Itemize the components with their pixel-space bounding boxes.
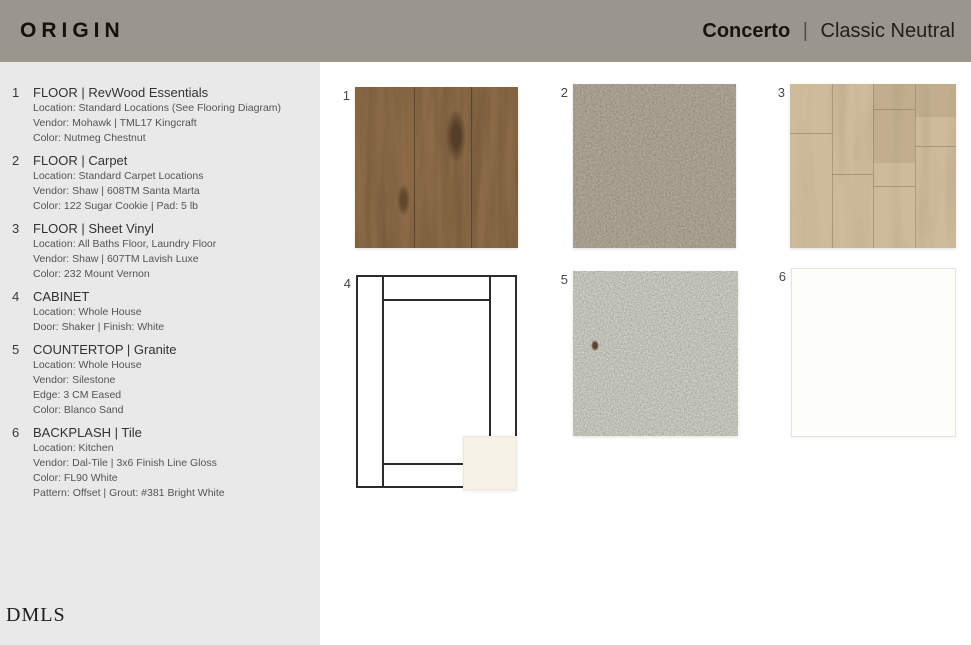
wood-plank-seam	[471, 87, 472, 248]
swatch-number-5: 5	[560, 272, 568, 287]
vinyl-plank-shade	[873, 84, 915, 163]
vinyl-plank-joint	[832, 174, 874, 175]
spec-item-number: 3	[12, 221, 20, 236]
vinyl-plank-joint	[873, 109, 915, 110]
spec-detail-color: Color: Nutmeg Chestnut	[33, 132, 146, 144]
wood-knot	[397, 184, 410, 216]
vinyl-plank-seam	[915, 84, 916, 248]
swatch-granite	[573, 271, 738, 436]
spec-detail-edge: Edge: 3 CM Eased	[33, 389, 122, 401]
spec-item-title: BACKPLASH | Tile	[33, 425, 142, 440]
spec-item-floor-carpet	[8, 152, 312, 214]
swatch-number-1: 1	[342, 88, 350, 103]
spec-detail-vendor: Vendor: Silestone	[33, 374, 116, 386]
watermark-dmls: DMLS	[6, 604, 66, 626]
spec-detail-location: Location: Whole House	[33, 359, 142, 371]
vinyl-plank-joint	[790, 133, 832, 134]
spec-item-number: 1	[12, 85, 20, 100]
spec-detail-vendor: Vendor: Shaw | 607TM Lavish Luxe	[33, 253, 199, 265]
spec-item-floor-vinyl	[8, 220, 312, 282]
swatch-white-tile	[791, 268, 956, 437]
spec-item-title: FLOOR | RevWood Essentials	[33, 85, 209, 100]
cabinet-finish-swatch	[463, 436, 517, 490]
spec-detail-location: Location: All Baths Floor, Laundry Floor	[33, 238, 217, 250]
spec-detail-color: Color: 232 Mount Vernon	[33, 268, 150, 280]
spec-detail-location: Location: Whole House	[33, 306, 142, 318]
spec-item-number: 6	[12, 425, 20, 440]
spec-item-title: FLOOR | Carpet	[33, 153, 128, 168]
spec-detail-vendor: Vendor: Mohawk | TML17 Kingcraft	[33, 117, 197, 129]
swatch-number-3: 3	[777, 85, 785, 100]
spec-detail-location: Location: Kitchen	[33, 442, 114, 454]
spec-detail-color: Color: FL90 White	[33, 472, 118, 484]
door-rail-line	[384, 299, 489, 301]
carpet-texture	[573, 84, 736, 248]
scheme-separator: |	[802, 19, 808, 42]
spec-item-number: 2	[12, 153, 20, 168]
swatch-number-4: 4	[343, 276, 351, 291]
spec-detail-vendor: Vendor: Shaw | 608TM Santa Marta	[33, 185, 200, 197]
granite-texture	[573, 271, 738, 436]
spec-detail-location: Location: Standard Carpet Locations	[33, 170, 204, 182]
spec-detail-color: Color: Blanco Sand	[33, 404, 124, 416]
swatch-number-2: 2	[560, 85, 568, 100]
spec-item-countertop	[8, 341, 312, 418]
brand-logo: ORIGIN	[20, 19, 125, 42]
spec-detail-door: Door: Shaker | Finish: White	[33, 321, 165, 333]
vinyl-plank-shade	[915, 84, 957, 117]
spec-item-backsplash	[8, 424, 312, 501]
granite-fleck	[591, 340, 599, 351]
spec-item-title: FLOOR | Sheet Vinyl	[33, 221, 154, 236]
vinyl-plank-joint	[873, 186, 915, 187]
spec-item-title: CABINET	[33, 289, 90, 304]
spec-item-cabinet	[8, 288, 312, 335]
swatch-carpet	[573, 84, 736, 248]
spec-item-number: 4	[12, 289, 20, 304]
spec-item-title: COUNTERTOP | Granite	[33, 342, 177, 357]
spec-item-number: 5	[12, 342, 20, 357]
spec-detail-color: Color: 122 Sugar Cookie | Pad: 5 lb	[33, 200, 198, 212]
swatch-wood-revwood	[355, 87, 518, 248]
wood-texture	[355, 87, 518, 248]
header-bar	[0, 0, 971, 62]
swatch-sheet-vinyl	[790, 84, 956, 248]
swatch-number-6: 6	[778, 269, 786, 284]
palette-name: Classic Neutral	[820, 19, 955, 42]
spec-detail-vendor: Vendor: Dal-Tile | 3x6 Finish Line Gloss	[33, 457, 217, 469]
spec-detail-pattern: Pattern: Offset | Grout: #381 Bright White	[33, 487, 225, 499]
wood-plank-seam	[414, 87, 415, 248]
wood-knot	[446, 110, 466, 162]
spec-detail-location: Location: Standard Locations (See Flooring Diagram)	[33, 102, 282, 114]
spec-item-floor-revwood	[8, 84, 312, 146]
door-stile-line	[382, 277, 384, 486]
vinyl-plank-joint	[915, 146, 957, 147]
vinyl-plank-seam	[832, 84, 833, 248]
collection-name: Concerto	[702, 19, 791, 42]
scheme-title	[702, 20, 955, 43]
spec-list	[0, 62, 320, 645]
